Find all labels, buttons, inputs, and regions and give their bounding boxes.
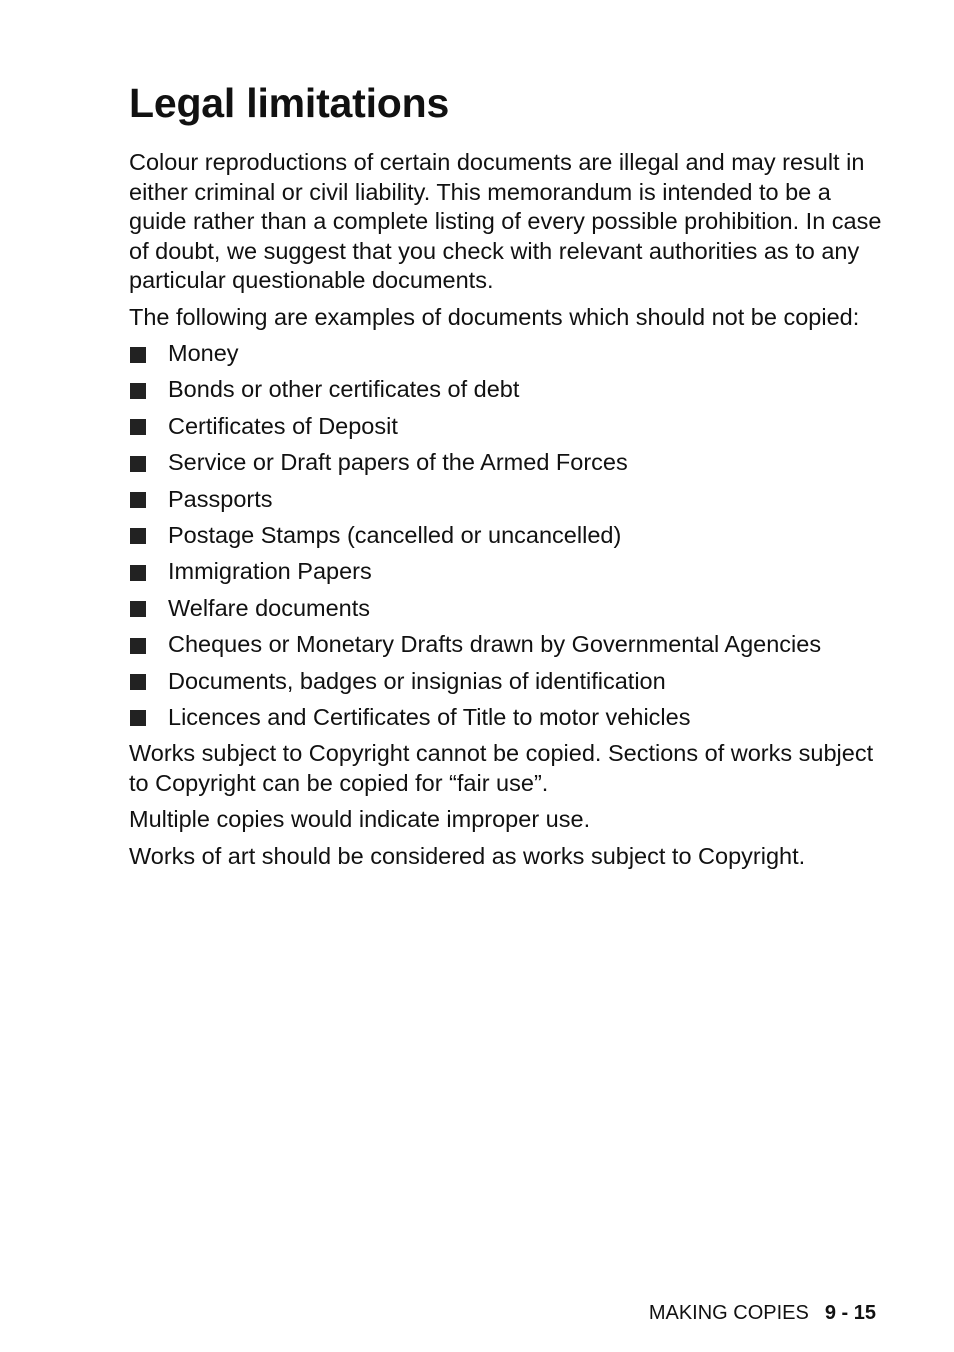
list-item — [129, 667, 889, 697]
square-bullet-icon — [130, 456, 146, 472]
list-item-text: Licences and Certificates of Title to motor vehicles — [168, 703, 691, 730]
page-number: 9 - 15 — [824, 1302, 876, 1324]
square-bullet-icon — [130, 674, 146, 690]
list-item — [129, 412, 889, 442]
multiple-copies-paragraph: Multiple copies would indicate improper use. — [129, 806, 591, 833]
list-item-text: Passports — [168, 485, 273, 512]
list-item — [129, 448, 889, 478]
footer-section-title: MAKING COPIES — [648, 1302, 809, 1324]
list-item — [129, 703, 889, 733]
intro-paragraph: Colour reproductions of certain documents are illegal and may result in either criminal or civil liability. This memorandum is intended to be a guide rather than a complete listing of every possible prohibition. In case of doubt, we suggest that you check with relevant authorities as to any particular questionable documents. — [129, 149, 882, 293]
list-item-text: Service or Draft papers of the Armed Forces — [168, 449, 628, 476]
square-bullet-icon — [130, 492, 146, 508]
document-page — [129, 78, 889, 878]
list-item — [129, 557, 889, 587]
list-item-text: Immigration Papers — [168, 558, 372, 585]
list-item — [129, 375, 889, 405]
list-intro-paragraph: The following are examples of documents which should not be copied: — [129, 303, 860, 330]
list-item-text: Cheques or Monetary Drafts drawn by Governmental Agencies — [168, 631, 822, 658]
list-item-text: Money — [168, 340, 239, 366]
list-item — [129, 594, 889, 624]
page-footer — [649, 1300, 876, 1326]
square-bullet-icon — [130, 565, 146, 581]
copyright-paragraph: Works subject to Copyright cannot be copied. Sections of works subject to Copyright can be copied for “fair use”. — [129, 740, 874, 796]
list-item — [129, 339, 889, 369]
square-bullet-icon — [130, 710, 146, 726]
square-bullet-icon — [130, 383, 146, 399]
list-item — [129, 521, 889, 551]
list-item-text: Certificates of Deposit — [168, 412, 398, 439]
list-item-text: Welfare documents — [168, 594, 371, 621]
square-bullet-icon — [130, 601, 146, 617]
prohibited-documents-list — [129, 339, 889, 732]
square-bullet-icon — [130, 638, 146, 654]
art-paragraph: Works of art should be considered as works subject to Copyright. — [129, 842, 806, 869]
square-bullet-icon — [130, 528, 146, 544]
list-item — [129, 485, 889, 515]
list-item-text: Postage Stamps (cancelled or uncancelled) — [168, 521, 622, 548]
square-bullet-icon — [130, 347, 146, 363]
square-bullet-icon — [130, 419, 146, 435]
list-item-text: Documents, badges or insignias of identification — [168, 667, 666, 694]
page-title: Legal limitations — [129, 80, 450, 126]
list-item — [129, 630, 889, 660]
list-item-text: Bonds or other certificates of debt — [168, 376, 520, 403]
